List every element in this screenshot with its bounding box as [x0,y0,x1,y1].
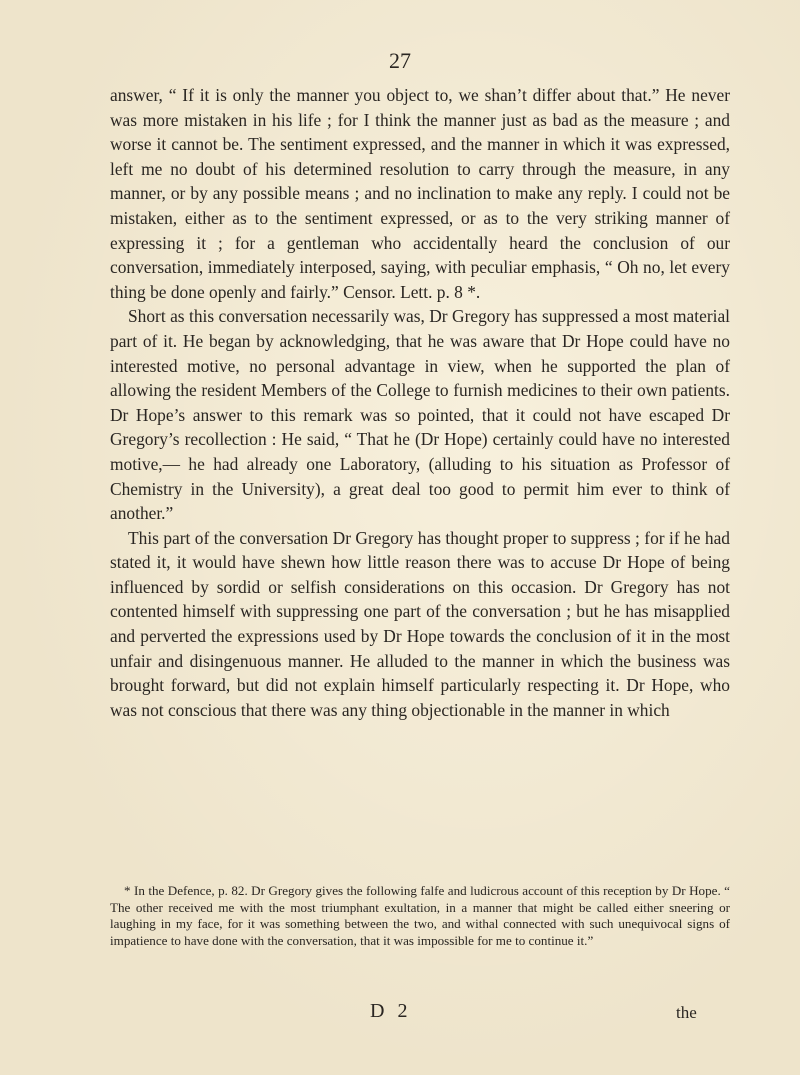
footnote [110,883,730,949]
footnote-text: * In the Defence, p. 82. Dr Gregory gives the following falfe and ludicrous account of this reception by Dr Hope. “ The other received me with the most triumphant exultation, in a manner that might be called either sneering or laughing in my face, for it was something between the two, and withal connected with such unequivocal signs of impatience to have done with the conversation, that it was impossible for me to continue it.” [110,883,730,948]
body-text [110,83,730,722]
paragraph-conversation: Short as this conversation necessarily was, Dr Gregory has suppressed a most material part of it. He began by acknowledging, that he was aware that Dr Hope could have no interested motive, no personal advantage in view, when he supported the plan of allowing the resident Members of the College to furnish medicines to their own patients. Dr Hope’s answer to this remark was so pointed, that it could not have escaped Dr Gregory’s recollection : He said, “ That he (Dr Hope) certainly could have no interested motive,— he had already one Laboratory, (alluding to his situation as Professor of Chemistry in the University), a great deal too good to permit him ever to think of another.” [110,306,730,524]
paragraph-suppression: This part of the conversation Dr Gregory has thought proper to suppress ; for if he had stated it, it would have shewn how little reason there was to accuse Dr Hope of being influenced by sordid or selfish considerations on this occasion. Dr Gregory has not contented himself with suppressing one part of the conversation ; but he has misapplied and perverted the expressions used by Dr Hope towards the conclusion of it in the most unfair and disingenuous manner. He alluded to the manner in which the business was brought forward, but did not explain himself particularly respecting it. Dr Hope, who was not conscious that there was any thing objectionable in the manner in which [110,527,730,720]
catchword: the [676,1003,697,1022]
paragraph-continuation: answer, “ If it is only the manner you object to, we shan’t differ about that.” He never was more mistaken in his life ; for I think the manner just as bad as the measure ; and worse it cannot be. The sentiment expressed, and the manner in which it was expressed, left me no doubt of his determined resolution to carry through the measure, in any manner, or by any possible means ; and no inclination to make any reply. I could not be mistaken, either as to the sentiment expressed, or as to the very striking manner of expressing it ; for a gentleman who accidentally heard the conclusion of our conversation, immediately interposed, saying, with peculiar emphasis, “ Oh no, let every thing be done openly and fairly.” Censor. Lett. p. 8 *. [110,85,730,302]
signature-mark: D 2 [370,1000,412,1022]
page-number: 27 [389,48,411,73]
